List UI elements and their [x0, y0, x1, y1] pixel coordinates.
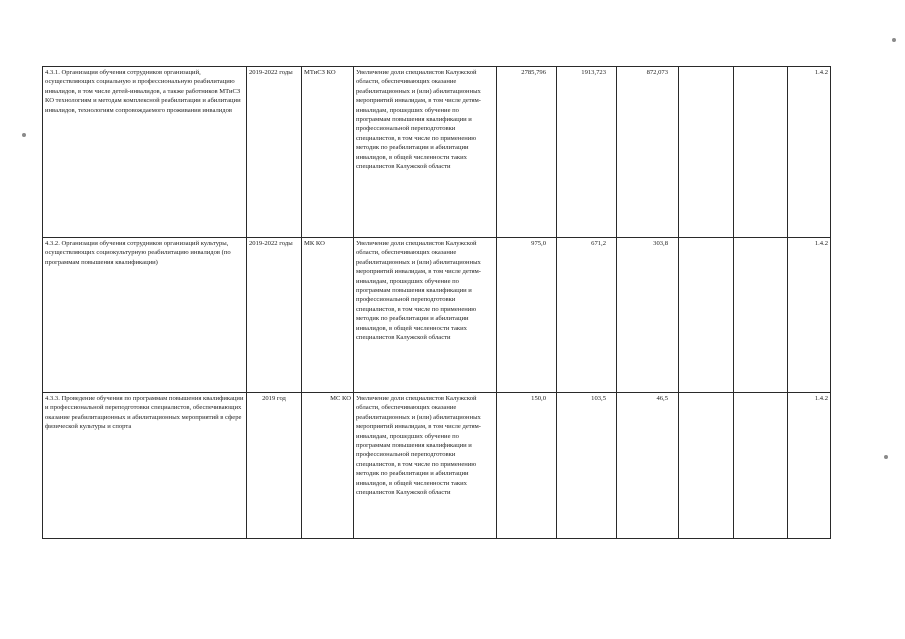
scan-dot	[884, 455, 888, 459]
federal-funding-cell: 103,5	[557, 393, 617, 539]
empty-cell	[679, 238, 734, 393]
executor-cell: МК КО	[302, 238, 354, 393]
empty-cell	[679, 67, 734, 238]
target-indicator-link-cell: 1.4.2	[788, 393, 831, 539]
regional-funding-cell: 303,8	[617, 238, 679, 393]
regional-funding-cell: 46,5	[617, 393, 679, 539]
indicator-cell: Увеличение доли специалистов Калужской области, обеспечивающих оказание реабилитационных и (или) абилитационных мероприятий инвалидам, в том числе детям-инвалидам, прошедших обучение по программам повышения квалификации и профессиональной переподготовки специалистов, в том числе по применению методик по реабилитации и абилитации инвалидов, в общей численности таких специалистов Калужской области	[354, 238, 497, 393]
period-cell: 2019-2022 годы	[247, 238, 302, 393]
empty-cell	[734, 238, 788, 393]
total-funding-cell: 150,0	[497, 393, 557, 539]
target-indicator-link-cell: 1.4.2	[788, 238, 831, 393]
table-row	[43, 393, 831, 539]
empty-cell	[734, 393, 788, 539]
federal-funding-cell: 1913,723	[557, 67, 617, 238]
scan-dot	[22, 133, 26, 137]
indicator-cell: Увеличение доли специалистов Калужской области, обеспечивающих оказание реабилитационных и (или) абилитационных мероприятий инвалидам, в том числе детям-инвалидам, прошедших обучение по программам повышения квалификации и профессиональной переподготовки специалистов, в том числе по применению методик по реабилитации и абилитации инвалидов, в общей численности таких специалистов Калужской области	[354, 67, 497, 238]
table-row	[43, 238, 831, 393]
executor-cell: МС КО	[302, 393, 354, 539]
empty-cell	[679, 393, 734, 539]
regional-funding-cell: 872,073	[617, 67, 679, 238]
program-activities-table	[42, 66, 831, 539]
period-cell: 2019-2022 годы	[247, 67, 302, 238]
federal-funding-cell: 671,2	[557, 238, 617, 393]
target-indicator-link-cell: 1.4.2	[788, 67, 831, 238]
total-funding-cell: 2785,796	[497, 67, 557, 238]
activity-cell: 4.3.2. Организация обучения сотрудников организаций культуры, осуществляющих социокультурную реабилитацию инвалидов (по программам повышения квалификации)	[43, 238, 247, 393]
empty-cell	[734, 67, 788, 238]
table-row	[43, 67, 831, 238]
activity-cell: 4.3.3. Проведение обучения по программам повышения квалификации и профессиональной переподготовки специалистов, обеспечивающих оказание реабилитационных и абилитационных мероприятий в сфере физической культуры и спорта	[43, 393, 247, 539]
activity-cell: 4.3.1. Организация обучения сотрудников организаций, осуществляющих социальную и профессиональную реабилитацию инвалидов, в том числе детей-инвалидов, а также работников МТиСЗ КО технологиям и методам комплексной реабилитации и абилитации инвалидов, технологиям сопровождаемого проживания инвалидов	[43, 67, 247, 238]
scan-dot	[892, 38, 896, 42]
total-funding-cell: 975,0	[497, 238, 557, 393]
indicator-cell: Увеличение доли специалистов Калужской области, обеспечивающих оказание реабилитационных и (или) абилитационных мероприятий инвалидам, в том числе детям-инвалидам, прошедших обучение по программам повышения квалификации и профессиональной переподготовки специалистов, в том числе по применению методик по реабилитации и абилитации инвалидов, в общей численности таких специалистов Калужской области	[354, 393, 497, 539]
period-cell: 2019 год	[247, 393, 302, 539]
executor-cell: МТиСЗ КО	[302, 67, 354, 238]
